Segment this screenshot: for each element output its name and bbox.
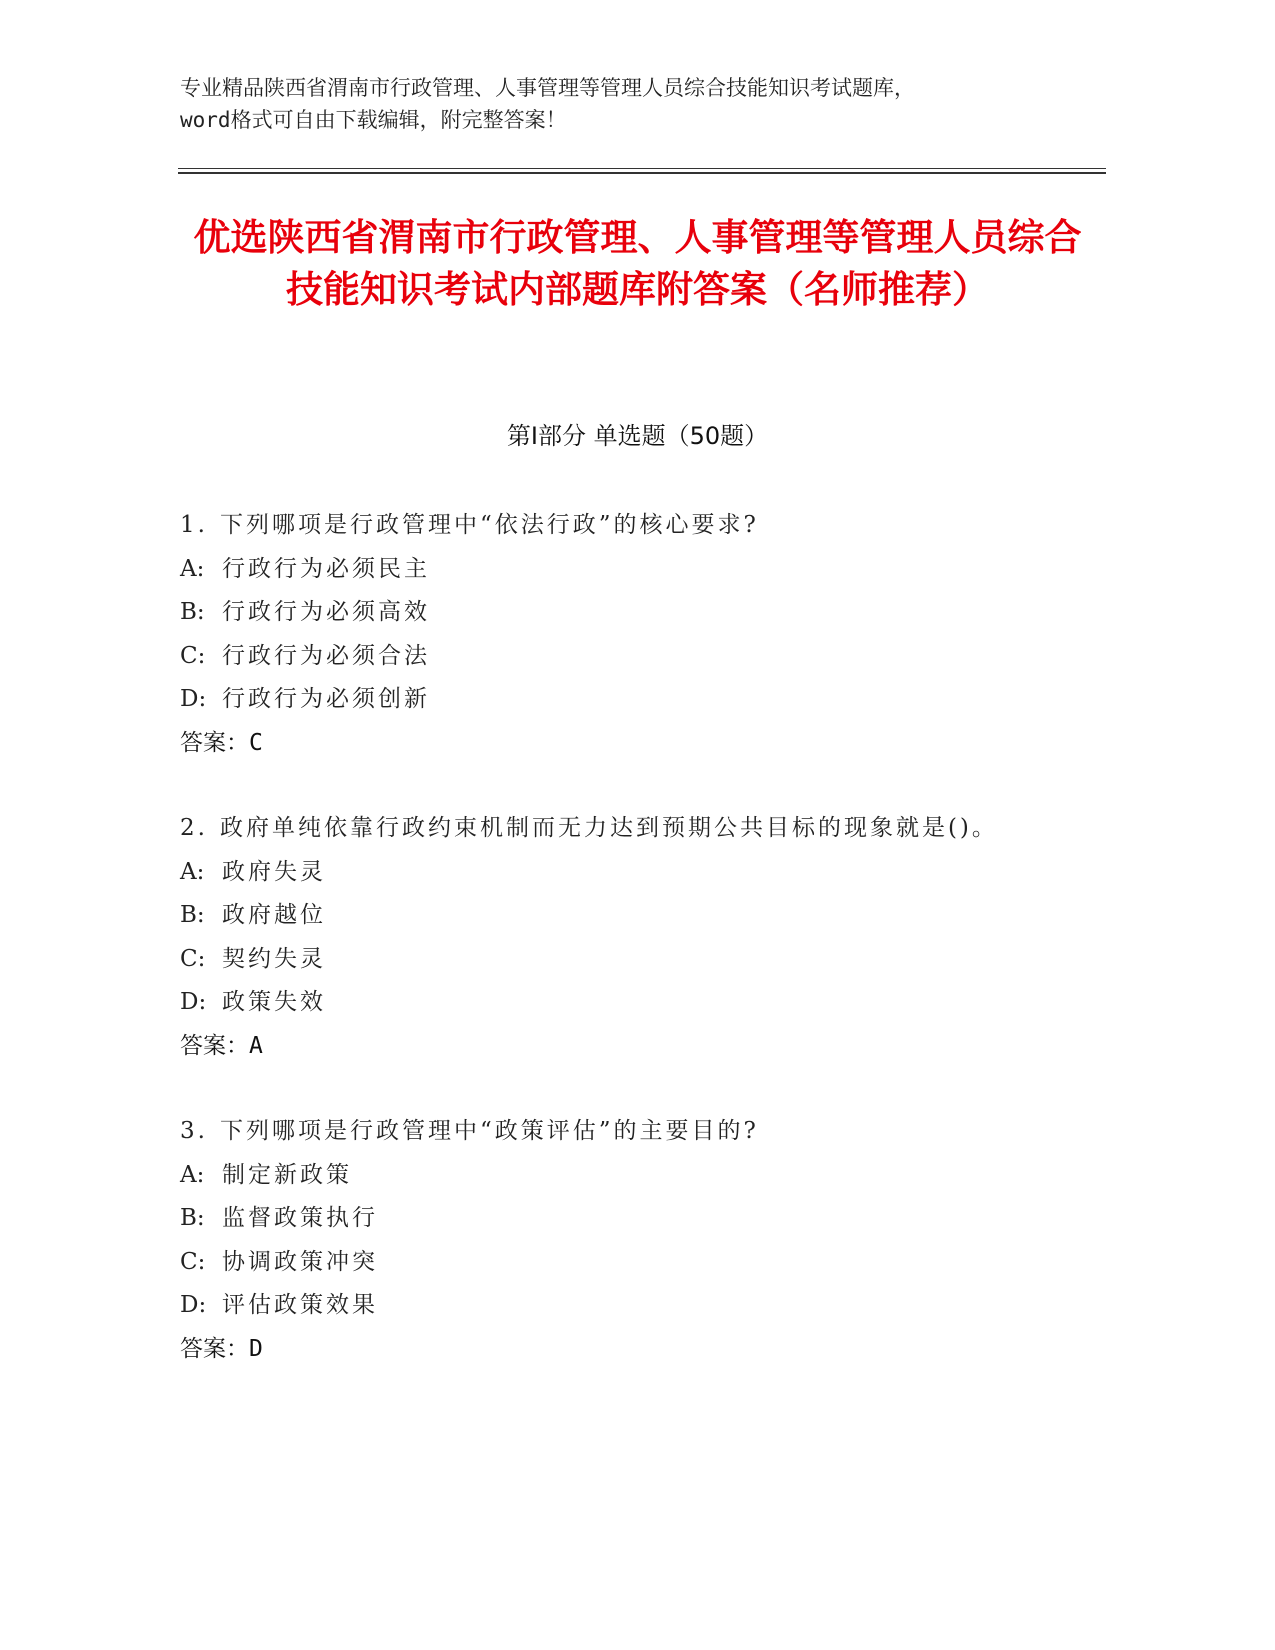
option-text: 评估政策效果 (222, 1292, 378, 1318)
question-stem (180, 504, 1050, 548)
option-letter: B: (180, 902, 205, 928)
document-title: 优选陕西省渭南市行政管理、人事管理等管理人员综合技能知识考试内部题库附答案（名师推荐） (193, 216, 1082, 311)
question-text: 政府单纯依靠行政约束机制而无力达到预期公共目标的现象就是()。 (219, 815, 998, 841)
option-text: 监督政策执行 (222, 1205, 378, 1231)
option-letter: B: (180, 1205, 205, 1231)
header-note-line-1: 专业精品陕西省渭南市行政管理、人事管理等管理人员综合技能知识考试题库， (180, 76, 915, 100)
option-text: 政府越位 (222, 902, 326, 928)
option-text: 行政行为必须创新 (222, 686, 430, 712)
option-letter: D: (180, 686, 207, 712)
question-number: 3. (180, 1118, 208, 1144)
question-list (180, 504, 1050, 1413)
option-d (180, 678, 1050, 722)
answer-line (180, 1328, 1050, 1372)
option-text: 政策失效 (222, 989, 326, 1015)
answer-line (180, 722, 1050, 766)
option-a (180, 548, 1050, 592)
option-b (180, 1197, 1050, 1241)
answer-value: C (249, 729, 263, 756)
option-letter: C: (180, 945, 206, 972)
answer-label: 答案： (180, 729, 249, 756)
option-a (180, 851, 1050, 895)
question-stem (180, 1110, 1050, 1154)
answer-label: 答案： (180, 1335, 249, 1362)
option-letter: A: (180, 858, 205, 885)
header-divider-thick (178, 172, 1106, 174)
header-note (180, 72, 1080, 136)
answer-line (180, 1025, 1050, 1069)
question-2 (180, 807, 1050, 1068)
option-b (180, 591, 1050, 635)
answer-label: 答案： (180, 1032, 249, 1059)
option-letter: D: (180, 1292, 207, 1318)
option-letter: C: (180, 1248, 206, 1275)
question-text: 下列哪项是行政管理中“依法行政”的核心要求? (219, 512, 759, 538)
option-d (180, 981, 1050, 1025)
answer-value: D (249, 1335, 263, 1362)
option-letter: D: (180, 989, 207, 1015)
option-letter: B: (180, 599, 205, 625)
question-stem (180, 807, 1050, 851)
option-text: 行政行为必须高效 (222, 599, 430, 625)
section-title: 第Ⅰ部分 单选题（50题） (506, 422, 769, 450)
option-text: 契约失灵 (222, 945, 326, 972)
option-letter: A: (180, 1161, 205, 1188)
question-text: 下列哪项是行政管理中“政策评估”的主要目的? (219, 1118, 759, 1144)
question-3 (180, 1110, 1050, 1371)
option-a (180, 1154, 1050, 1198)
header-divider-thin (178, 168, 1106, 169)
option-c (180, 938, 1050, 982)
question-1 (180, 504, 1050, 765)
question-number: 1. (180, 512, 208, 538)
answer-value: A (249, 1032, 263, 1059)
header-note-line-2: word格式可自由下载编辑，附完整答案！ (180, 108, 567, 132)
option-text: 行政行为必须合法 (222, 642, 430, 669)
option-letter: A: (180, 555, 205, 582)
option-b (180, 894, 1050, 938)
option-c (180, 1241, 1050, 1285)
option-text: 制定新政策 (222, 1161, 352, 1188)
option-text: 政府失灵 (222, 858, 326, 885)
option-c (180, 635, 1050, 679)
option-d (180, 1284, 1050, 1328)
option-text: 协调政策冲突 (222, 1248, 378, 1275)
question-number: 2. (180, 815, 208, 841)
option-letter: C: (180, 642, 206, 669)
option-text: 行政行为必须民主 (222, 555, 430, 582)
